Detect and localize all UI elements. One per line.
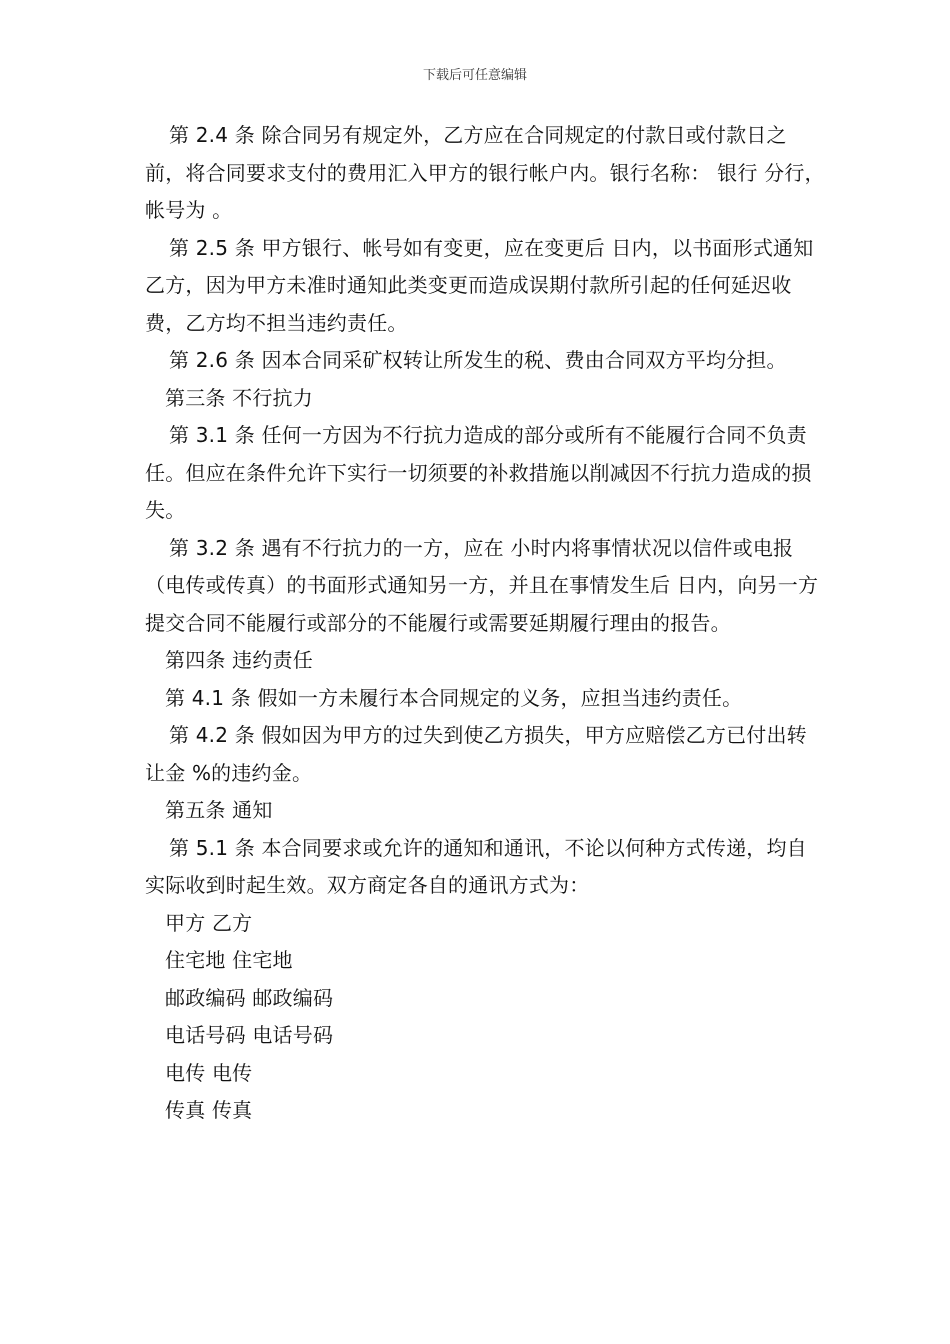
- clause-3-1: 第 3.1 条 任何一方因为不行抗力造成的部分或所有不能履行合同不负责任。但应在条件允许下实行一切须要的补救措施以削减因不行抗力造成的损失。: [145, 423, 812, 522]
- section-4-heading: 第四条 违约责任: [165, 648, 313, 672]
- clause-4-2: 第 4.2 条 假如因为甲方的过失到使乙方损失，甲方应赔偿乙方已付出转让金 %的违约金。: [145, 723, 807, 785]
- clause-2-6: 第 2.6 条 因本合同采矿权转让所发生的税、费由合同双方平均分担。: [169, 348, 787, 372]
- clause-2-5: 第 2.5 条 甲方银行、帐号如有变更，应在变更后 日内，以书面形式通知乙方，因为甲方未准时通知此类变更而造成误期付款所引起的任何延迟收费，乙方均不担当违约责任。: [145, 235, 814, 335]
- contact-line-fax: 传真 传真: [165, 1098, 253, 1122]
- document-body: [145, 117, 825, 1130]
- contact-line-postcode: 邮政编码 邮政编码: [165, 985, 334, 1010]
- section-5-heading: 第五条 通知: [165, 798, 273, 822]
- contact-line-parties: 甲方 乙方: [165, 910, 253, 935]
- contact-line-address: 住宅地 住宅地: [165, 948, 293, 972]
- contact-line-telex: 电传 电传: [165, 1060, 253, 1085]
- contact-line-phone: 电话号码 电话号码: [165, 1023, 334, 1047]
- section-3-heading: 第三条 不行抗力: [165, 385, 313, 410]
- clause-4-1: 第 4.1 条 假如一方未履行本合同规定的义务，应担当违约责任。: [165, 685, 743, 710]
- page-header: 下载后可任意编辑: [422, 68, 527, 83]
- clause-5-1: 第 5.1 条 本合同要求或允许的通知和通讯，不论以何种方式传递，均自实际收到时起生效。双方商定各自的通讯方式为：: [145, 835, 807, 897]
- clause-2-4: 第 2.4 条 除合同另有规定外，乙方应在合同规定的付款日或付款日之前，将合同要求支付的费用汇入甲方的银行帐户内。银行名称： 银行 分行，帐号为 。: [145, 123, 825, 222]
- clause-3-2: 第 3.2 条 遇有不行抗力的一方，应在 小时内将事情状况以信件或电报（电传或传真）的书面形式通知另一方，并且在事情发生后 日内，向另一方提交合同不能履行或部分的不能履行或需要延期履行理由的报告。: [145, 535, 819, 635]
